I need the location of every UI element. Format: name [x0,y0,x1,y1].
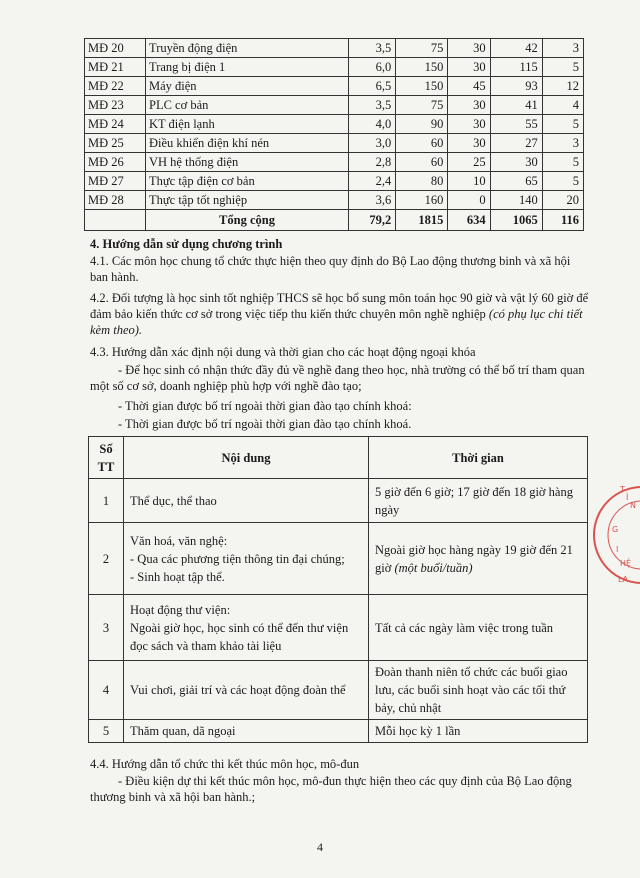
module-cell-practice: 42 [490,39,542,58]
stamp-letter: I [616,545,619,554]
module-cell-credits: 6,0 [349,58,396,77]
module-cell-code: MĐ 20 [85,39,146,58]
activity-time [369,661,588,720]
activity-content [124,523,369,595]
module-cell-theory: 0 [448,191,490,210]
module-cell-total: 60 [396,153,448,172]
module-cell-practice: 27 [490,134,542,153]
activity-content [124,720,369,743]
module-cell-name: Truyền động điện [146,39,349,58]
header-time: Thời gian [369,437,588,479]
module-cell-practice: 55 [490,115,542,134]
module-cell-theory: 10 [448,172,490,191]
module-cell-exam: 20 [542,191,583,210]
activity-content-line: Vui chơi, giải trí và các hoạt động đoàn thể [130,683,346,697]
module-cell-credits: 3,5 [349,96,396,115]
module-cell-code: MĐ 21 [85,58,146,77]
activity-no: 2 [89,523,124,595]
module-cell-credits: 3,5 [349,39,396,58]
activity-time [369,479,588,523]
activity-table [88,436,588,743]
module-cell-practice: 115 [490,58,542,77]
total-cell-credits: 79,2 [349,210,396,231]
module-cell-theory: 45 [448,77,490,96]
module-cell-total: 80 [396,172,448,191]
module-cell-credits: 6,5 [349,77,396,96]
module-cell-name: Máy điện [146,77,349,96]
module-cell-code: MĐ 22 [85,77,146,96]
activity-content-line: Thăm quan, dã ngoại [130,724,236,738]
stamp-letter: HỆ [620,559,632,568]
stamp-letter: Ì [626,493,629,502]
module-cell-name: Trang bị điện 1 [146,58,349,77]
activity-no: 5 [89,720,124,743]
stamp-letter: LA [618,575,629,584]
activity-time-text: 5 giờ đến 6 giờ; 17 giờ đến 18 giờ hàng ngày [375,484,573,517]
activity-time [369,595,588,661]
module-cell-exam: 5 [542,115,583,134]
activity-time-text: Đoàn thanh niên tổ chức các buổi giao lưu, các buổi sinh hoạt vào các tối thứ bảy, chủ nhật [375,665,568,715]
activity-time-text: Mỗi học kỳ 1 lần [375,724,461,738]
module-cell-credits: 3,6 [349,191,396,210]
activity-no: 1 [89,479,124,523]
module-cell-name: PLC cơ bản [146,96,349,115]
module-cell-exam: 5 [542,172,583,191]
module-cell-practice: 41 [490,96,542,115]
activity-no: 4 [89,661,124,720]
official-stamp-icon [590,470,640,600]
activity-table-header [89,437,588,479]
module-row [85,191,584,210]
module-cell-theory: 30 [448,134,490,153]
module-row [85,77,584,96]
section-4-heading: 4. Hướng dẫn sử dụng chương trình [90,237,283,251]
page-number: 4 [317,840,323,854]
paragraph-4-3-b: - Thời gian được bố trí ngoài thời gian đào tạo chính khoá: [118,399,412,413]
module-cell-total: 75 [396,96,448,115]
activity-time [369,720,588,743]
activity-time-text: Tất cả các ngày làm việc trong tuần [375,620,554,635]
module-cell-theory: 30 [448,58,490,77]
paragraph-4-3-c: - Thời gian được bố trí ngoài thời gian đào tạo chính khoá. [118,417,412,431]
module-cell-exam: 5 [542,153,583,172]
module-cell-total: 60 [396,134,448,153]
module-cell-exam: 4 [542,96,583,115]
paragraph-4-2-note: (có phụ lục chi tiết kèm theo). [90,307,583,337]
total-cell-exam: 116 [542,210,583,231]
module-cell-name: Điều khiển điện khí nén [146,134,349,153]
module-cell-total: 150 [396,58,448,77]
module-cell-code: MĐ 25 [85,134,146,153]
activity-time-text: Ngoài giờ học hàng ngày 19 giờ đến 21 giờ [375,542,573,575]
activity-row [89,661,588,720]
paragraph-4-3-a: - Để học sinh có nhận thức đầy đủ về nghề đang theo học, nhà trường có thể bố trí tham quan một số cơ sở, doanh nghiệp phù hợp với nghề đào tạo; [90,363,585,393]
module-cell-total: 90 [396,115,448,134]
module-cell-name: KT điện lạnh [146,115,349,134]
module-cell-practice: 65 [490,172,542,191]
module-cell-total: 160 [396,191,448,210]
activity-time [369,523,588,595]
activity-content-line: Văn hoá, văn nghệ: [130,533,228,548]
module-cell-theory: 30 [448,96,490,115]
total-cell-practice: 1065 [490,210,542,231]
module-cell-name: Thực tập điện cơ bản [146,172,349,191]
module-cell-theory: 25 [448,153,490,172]
module-cell-credits: 2,8 [349,153,396,172]
module-cell-theory: 30 [448,115,490,134]
module-cell-total: 75 [396,39,448,58]
activity-content [124,479,369,523]
activity-content-line: Thể dục, thể thao [130,493,217,508]
total-cell-theory: 634 [448,210,490,231]
activity-content [124,595,369,661]
module-row [85,39,584,58]
header-no: Số TT [89,437,124,479]
module-row [85,58,584,77]
activity-content-line: - Qua các phương tiện thông tin đại chúng; [130,551,345,566]
module-cell-total: 150 [396,77,448,96]
total-cell-total: 1815 [396,210,448,231]
module-cell-practice: 93 [490,77,542,96]
paragraph-4-4: 4.4. Hướng dẫn tổ chức thi kết thúc môn học, mô-đun [90,757,360,771]
paragraph-4-4-a: - Điều kiện dự thi kết thúc môn học, mô-đun thực hiện theo các quy định của Bộ Lao động thương binh và xã hội ban hành.; [90,774,572,804]
module-cell-code: MĐ 27 [85,172,146,191]
module-cell-code: MĐ 26 [85,153,146,172]
total-blank-cell [85,210,146,231]
module-cell-exam: 3 [542,39,583,58]
activity-content-line: - Sinh hoạt tập thể. [130,569,225,584]
paragraph-4-3: 4.3. Hướng dẫn xác định nội dung và thời gian cho các hoạt động ngoại khóa [90,345,476,359]
module-cell-practice: 30 [490,153,542,172]
module-cell-credits: 2,4 [349,172,396,191]
activity-row [89,523,588,595]
module-cell-credits: 4,0 [349,115,396,134]
module-row [85,153,584,172]
module-table [84,38,584,231]
header-content: Nội dung [124,437,369,479]
module-cell-code: MĐ 23 [85,96,146,115]
activity-content-line: Ngoài giờ học, học sinh có thể đến thư viện đọc sách và tham khảo tài liệu [130,620,349,653]
module-cell-credits: 3,0 [349,134,396,153]
activity-row [89,595,588,661]
stamp-letter: T [620,485,625,494]
module-row [85,134,584,153]
module-cell-code: MĐ 28 [85,191,146,210]
module-cell-code: MĐ 24 [85,115,146,134]
activity-row [89,479,588,523]
paragraph-4-1: 4.1. Các môn học chung tổ chức thực hiện theo quy định do Bộ Lao động thương binh và xã hội ban hành. [90,254,571,284]
module-cell-exam: 5 [542,58,583,77]
module-cell-exam: 12 [542,77,583,96]
activity-content-line: Hoạt động thư viện: [130,602,231,617]
module-total-row [85,210,584,231]
paragraph-4-2-text: 4.2. Đối tượng là học sinh tốt nghiệp THCS sẽ học bổ sung môn toán học 90 giờ và vật lý 60 giờ để đảm bảo kiến thức cơ sở trong việc tiếp thu kiến thức chuyên môn nghề nghiệp [90,291,589,321]
module-row [85,172,584,191]
module-row [85,115,584,134]
activity-content [124,661,369,720]
activity-time-note: (một buổi/tuần) [394,560,473,575]
total-cell-label: Tổng cộng [146,210,349,231]
paragraph-4-2 [90,290,590,338]
module-cell-name: Thực tập tốt nghiệp [146,191,349,210]
activity-no: 3 [89,595,124,661]
activity-row [89,720,588,743]
stamp-letter: G [612,525,619,534]
module-cell-theory: 30 [448,39,490,58]
module-cell-name: VH hệ thống điện [146,153,349,172]
module-cell-exam: 3 [542,134,583,153]
module-cell-practice: 140 [490,191,542,210]
stamp-letter: N [630,501,636,510]
module-row [85,96,584,115]
